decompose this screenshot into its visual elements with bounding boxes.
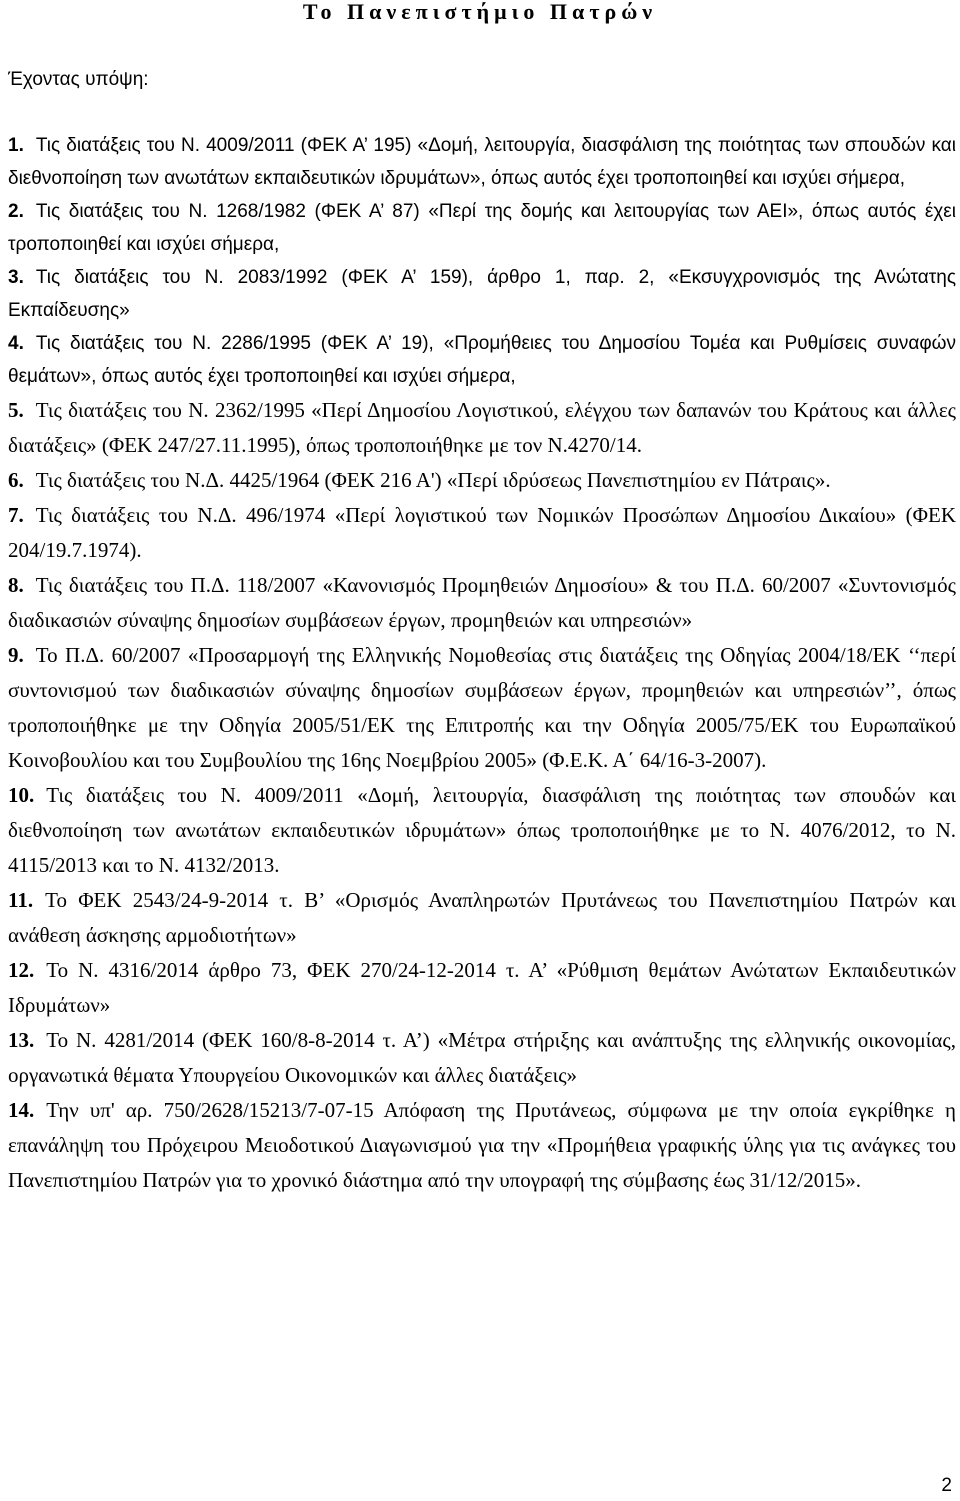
list-item — [8, 393, 956, 463]
list-item — [8, 195, 956, 261]
page-number: 2 — [941, 1475, 952, 1496]
provisions-list — [8, 129, 956, 1198]
item-text: Τις διατάξεις του Ν. 2083/1992 (ΦΕΚ Α’ 159), άρθρο 1, παρ. 2, «Εκσυγχρονισμός της Ανώτατης Εκπαίδευσης» — [8, 267, 956, 321]
page-title: Το Πανεπιστήμιο Πατρών — [302, 0, 658, 24]
item-text: Τις διατάξεις του Ν. 2362/1995 «Περί Δημοσίου Λογιστικού, ελέγχου των δαπανών του Κράτους και άλλες διατάξεις» (ΦΕΚ 247/27.11.1995), όπως τροποποιήθηκε με τον Ν.4270/14. — [8, 398, 956, 457]
list-item — [8, 953, 956, 1023]
list-item — [8, 463, 956, 498]
item-number: 3. — [8, 267, 24, 288]
item-text: Το Ν. 4281/2014 (ΦΕΚ 160/8-8-2014 τ. Α’) «Μέτρα στήριξης και ανάπτυξης της ελληνικής οικονομίας, οργανωτικά θέματα Υπουργείου Οικονομικών και άλλες διατάξεις» — [8, 1028, 956, 1087]
list-item — [8, 638, 956, 778]
item-number: 11. — [8, 888, 34, 912]
list-item — [8, 883, 956, 953]
item-number: 9. — [8, 643, 24, 667]
list-item — [8, 498, 956, 568]
item-number: 12. — [8, 958, 35, 982]
item-text: Τις διατάξεις του Ν. 1268/1982 (ΦΕΚ Α’ 87) «Περί της δομής και λειτουργίας των ΑΕΙ», όπως αυτός έχει τροποποιηθεί και ισχύει σήμερα, — [8, 201, 956, 255]
list-item — [8, 129, 956, 195]
item-text: Τις διατάξεις του Ν.Δ. 496/1974 «Περί λογιστικού των Νομικών Προσώπων Δημοσίου Δικαίου» (ΦΕΚ 204/19.7.1974). — [8, 503, 956, 562]
item-number: 10. — [8, 783, 35, 807]
item-text: Τις διατάξεις του Ν. 4009/2011 «Δομή, λειτουργία, διασφάλιση της ποιότητας των σπουδών και διεθνοποίηση των ανωτάτων εκπαιδευτικών ιδρυμάτων» όπως τροποποιήθηκε με το Ν. 4076/2012, το Ν. 4115/2013 και το Ν. 4132/2013. — [8, 783, 956, 877]
item-number: 5. — [8, 398, 24, 422]
item-text: Την υπ' αρ. 750/2628/15213/7-07-15 Απόφαση της Πρυτάνεως, σύμφωνα με την οποία εγκρίθηκε η επανάληψη του Πρόχειρου Μειοδοτικού Διαγωνισμού για την «Προμήθεια γραφικής ύλης για τις ανάγκες του Πανεπιστημίου Πατρών για το χρονικό διάστημα από την υπογραφή της σύμβασης έως 31/12/2015». — [8, 1098, 956, 1192]
item-text: Τις διατάξεις του Ν.Δ. 4425/1964 (ΦΕΚ 216 Α') «Περί ιδρύσεως Πανεπιστημίου εν Πάτραις». — [35, 468, 831, 492]
list-item — [8, 1093, 956, 1198]
list-item — [8, 327, 956, 393]
list-item — [8, 568, 956, 638]
item-number: 14. — [8, 1098, 35, 1122]
list-item — [8, 1023, 956, 1093]
item-number: 1. — [8, 135, 24, 156]
item-text: Τις διατάξεις του Ν. 2286/1995 (ΦΕΚ Α’ 19), «Προμήθειες του Δημοσίου Τομέα και Ρυθμίσεις συναφών θεμάτων», όπως αυτός έχει τροποποιηθεί και ισχύει σήμερα, — [8, 333, 956, 387]
item-text: Τις διατάξεις του Ν. 4009/2011 (ΦΕΚ Α’ 195) «Δομή, λειτουργία, διασφάλιση της ποιότητας των σπουδών και διεθνοποίηση των ανωτάτων εκπαιδευτικών ιδρυμάτων», όπως αυτός έχει τροποποιηθεί και ισχύει σήμερα, — [8, 135, 956, 189]
item-number: 13. — [8, 1028, 35, 1052]
list-item — [8, 778, 956, 883]
item-text: Το Π.Δ. 60/2007 «Προσαρμογή της Ελληνικής Νομοθεσίας στις διατάξεις της Οδηγίας 2004/18/ΕΚ ‘‘περί συντονισμού των διαδικασιών σύναψης δημοσίων συμβάσεων έργων, προμηθειών και υπηρεσιών’’, όπως τροποποιήθηκε με την Οδηγία 2005/51/ΕΚ της Επιτροπής και την Οδηγία 2005/75/ΕΚ του Ευρωπαϊκού Κοινοβουλίου και του Συμβουλίου της 16ης Νοεμβρίου 2005» (Φ.Ε.Κ. Α΄ 64/16-3-2007). — [8, 643, 956, 772]
item-text: Το Ν. 4316/2014 άρθρο 73, ΦΕΚ 270/24-12-2014 τ. Α’ «Ρύθμιση θεμάτων Ανώτατων Εκπαιδευτικών Ιδρυμάτων» — [8, 958, 956, 1017]
intro-text: Έχοντας υπόψη: — [8, 69, 149, 90]
item-number: 8. — [8, 573, 24, 597]
item-number: 4. — [8, 333, 24, 354]
item-number: 6. — [8, 468, 24, 492]
list-item — [8, 261, 956, 327]
item-text: Το ΦΕΚ 2543/24-9-2014 τ. Β’ «Ορισμός Αναπληρωτών Πρυτάνεως του Πανεπιστημίου Πατρών και ανάθεση άσκησης αρμοδιοτήτων» — [8, 888, 956, 947]
item-text: Τις διατάξεις του Π.Δ. 118/2007 «Κανονισμός Προμηθειών Δημοσίου» & του Π.Δ. 60/2007 «Συντονισμός διαδικασιών σύναψης δημοσίων συμβάσεων έργων, προμηθειών και υπηρεσιών» — [8, 573, 956, 632]
item-number: 7. — [8, 503, 24, 527]
item-number: 2. — [8, 201, 24, 222]
